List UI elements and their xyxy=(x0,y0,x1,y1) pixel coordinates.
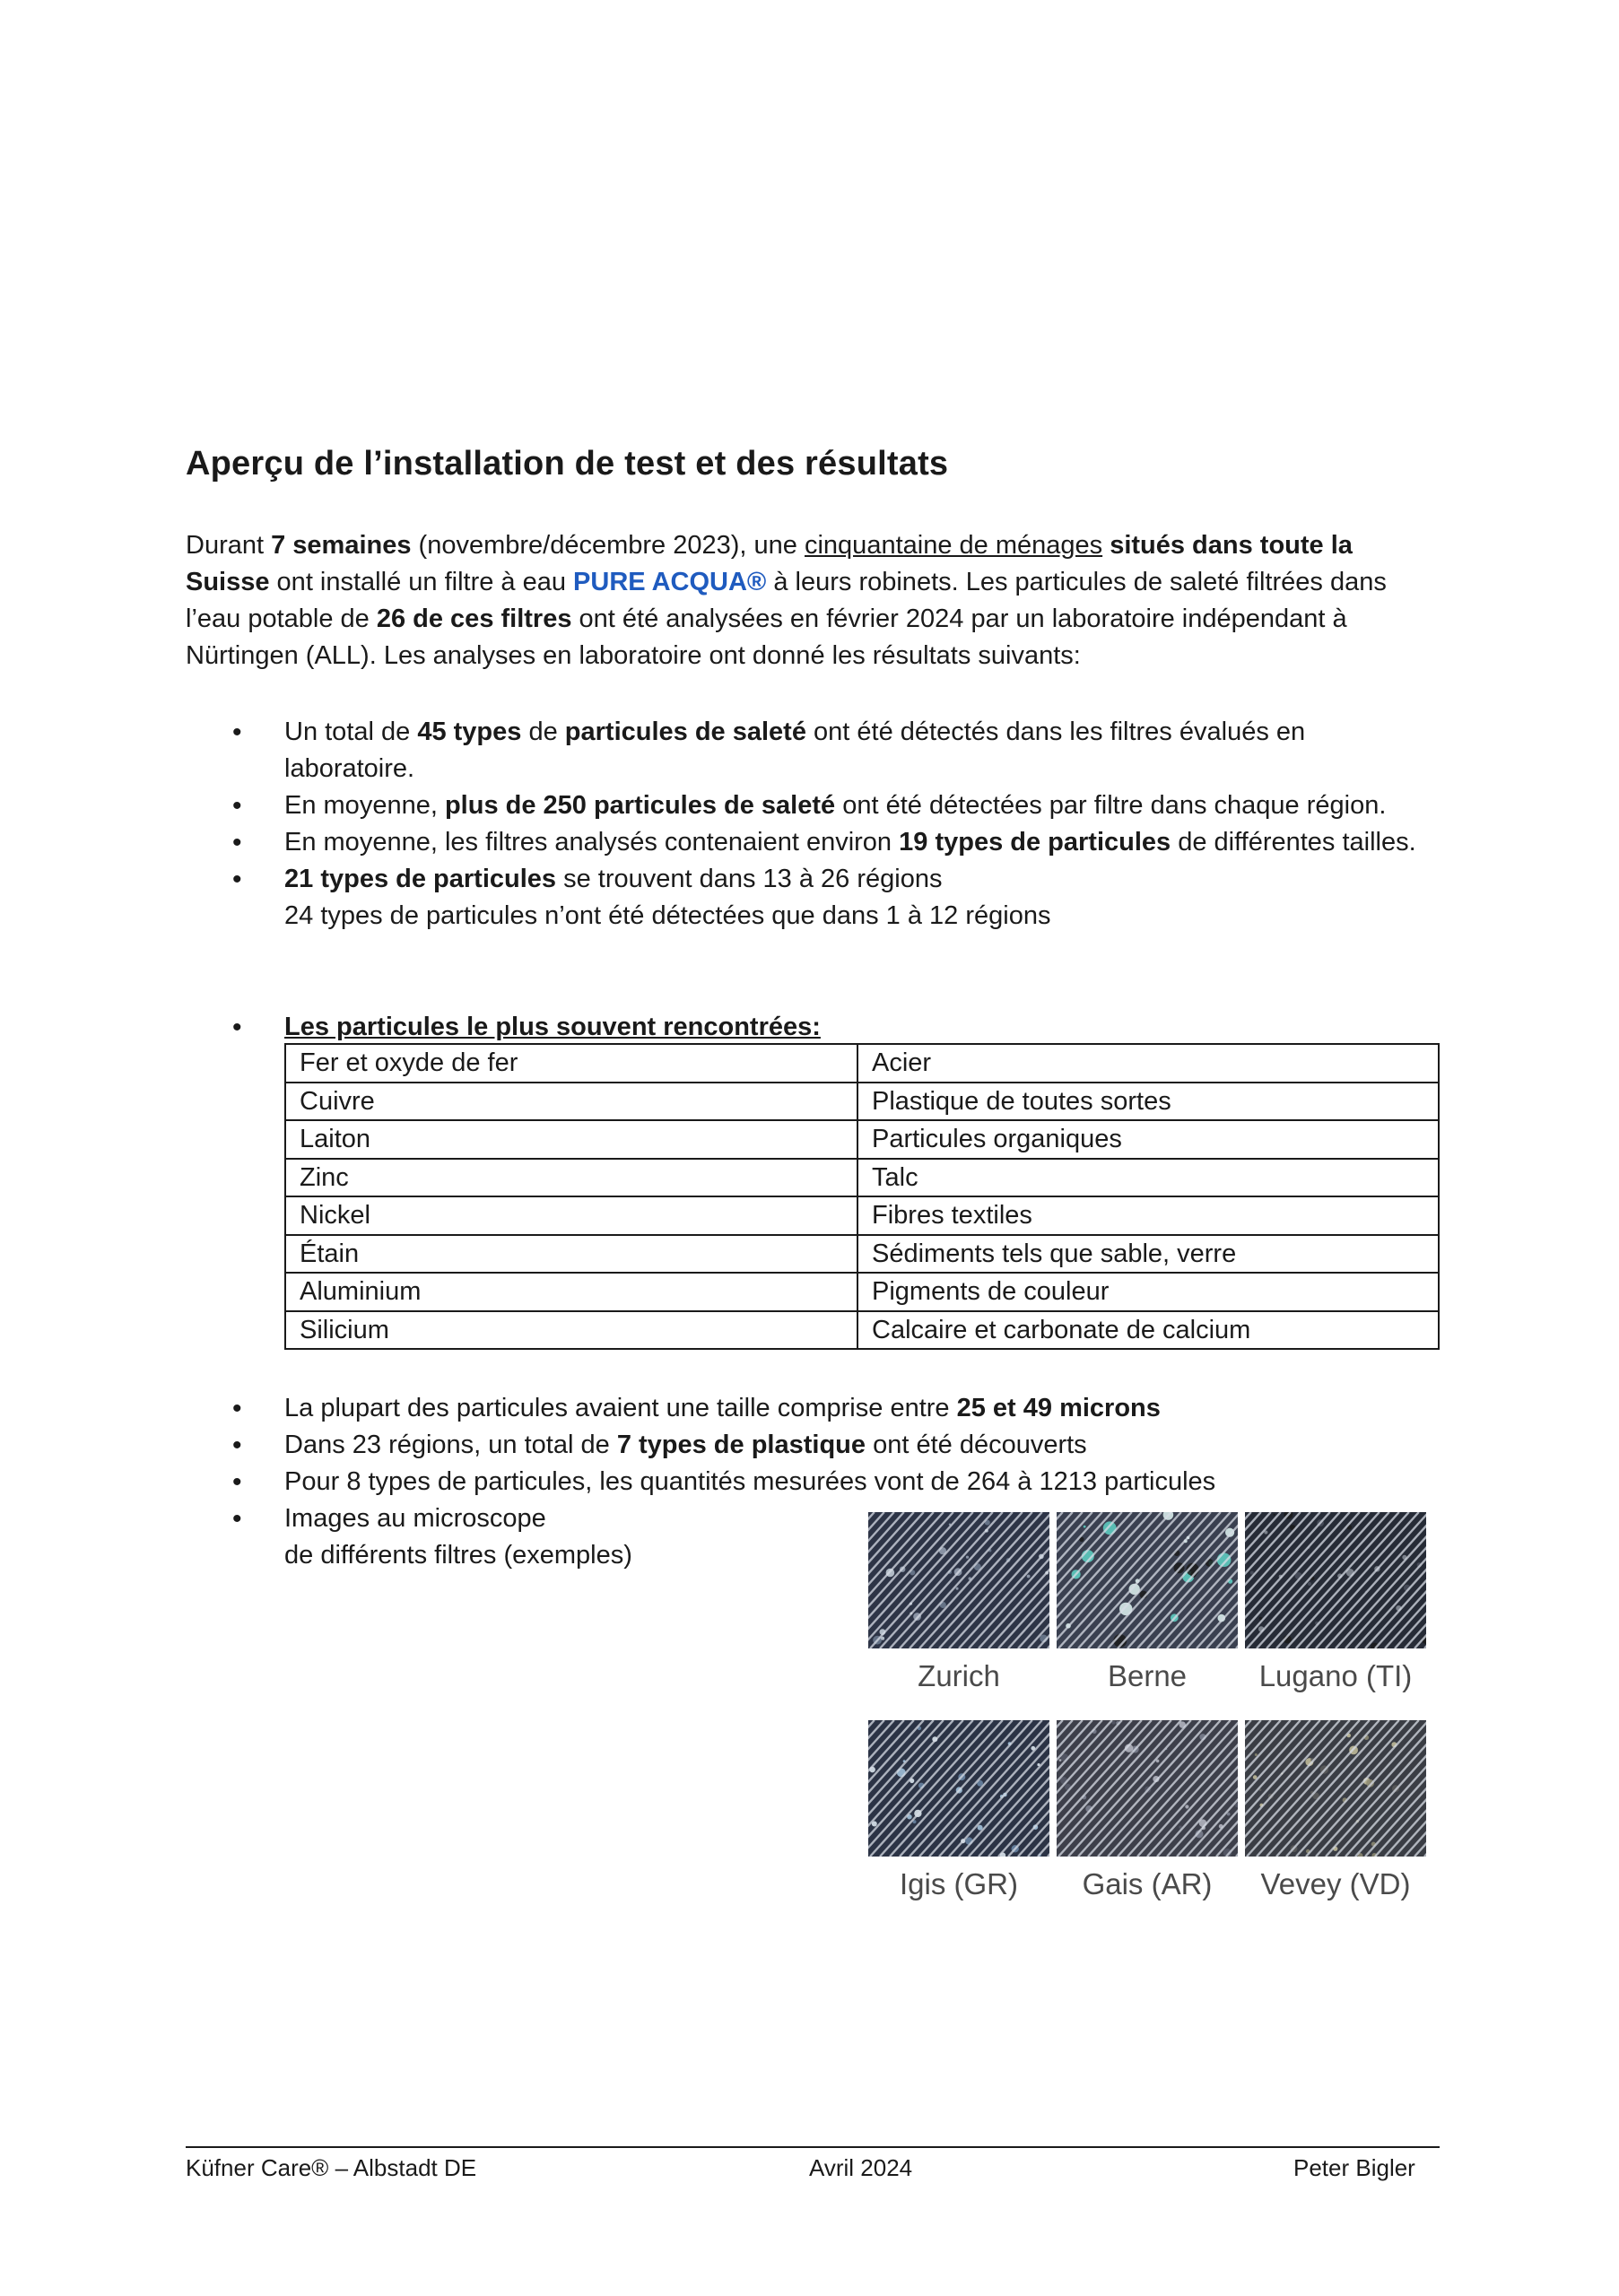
list-item xyxy=(186,1009,1441,1046)
brand-name: PURE ACQUA® xyxy=(573,568,767,596)
particles-table xyxy=(284,1043,1440,1350)
table-cell: Talc xyxy=(857,1159,1439,1197)
footer-author: Peter Bigler xyxy=(1293,2154,1415,2181)
footer-date: Avril 2024 xyxy=(809,2154,913,2181)
table-row xyxy=(285,1196,1439,1235)
table-row xyxy=(285,1159,1439,1197)
microscope-image xyxy=(1057,1720,1238,1857)
microscope-image xyxy=(868,1720,1049,1857)
table-cell: Plastique de toutes sortes xyxy=(857,1083,1439,1121)
microscope-image xyxy=(868,1512,1049,1648)
microscope-cell xyxy=(868,1720,1049,1928)
table-heading-list xyxy=(186,1009,1441,1046)
microscope-label: Berne xyxy=(1107,1659,1188,1692)
intro-text: (novembre/décembre 2023), une xyxy=(411,531,805,560)
table-cell: Cuivre xyxy=(285,1083,857,1121)
table-row xyxy=(285,1273,1439,1311)
microscope-label: Zurich xyxy=(918,1659,1000,1692)
microscope-label: Gais (AR) xyxy=(1082,1867,1213,1900)
microscope-image-drawing xyxy=(868,1720,1049,1857)
table-row xyxy=(285,1083,1439,1121)
intro-text: Durant xyxy=(186,531,272,560)
microscope-image-drawing xyxy=(1245,1720,1426,1857)
microscope-row xyxy=(868,1512,1432,1720)
list-item: • Images au microscope xyxy=(186,1500,1441,1537)
intro-bold: 7 semaines xyxy=(271,531,412,560)
table-cell: Zinc xyxy=(285,1159,857,1197)
intro-text xyxy=(1102,531,1110,560)
microscope-image xyxy=(1245,1720,1426,1857)
intro-text: ont été analysées en février 2024 par un laboratoire indépendant à Nürtingen (ALL). Les analyses en laboratoire ont donné les résultats suivants: xyxy=(186,604,1347,670)
intro-bold: situés dans toute la Suisse xyxy=(186,531,1353,596)
intro-bold: 26 de ces filtres xyxy=(376,604,572,633)
microscope-image-drawing xyxy=(1057,1720,1238,1857)
table-cell: Calcaire et carbonate de calcium xyxy=(857,1311,1439,1350)
microscope-label: Vevey (VD) xyxy=(1260,1867,1411,1900)
footer-divider xyxy=(186,2146,1440,2148)
microscope-image xyxy=(1245,1512,1426,1648)
microscope-row xyxy=(868,1720,1432,1928)
results-list xyxy=(186,714,1441,935)
microscope-cell xyxy=(1057,1512,1238,1720)
list-item: 24 types de particules n’ont été détectées que dans 1 à 12 régions xyxy=(284,901,1051,930)
list-item: de différents filtres (exemples) xyxy=(284,1541,632,1570)
table-cell: Acier xyxy=(857,1044,1439,1083)
table-row xyxy=(285,1120,1439,1159)
table-cell: Laiton xyxy=(285,1120,857,1159)
table-cell: Fer et oxyde de fer xyxy=(285,1044,857,1083)
microscope-image xyxy=(1057,1512,1238,1648)
table-cell: Silicium xyxy=(285,1311,857,1350)
list-item: • Dans 23 régions, un total de 7 types de plastique ont été découverts xyxy=(186,1427,1441,1464)
table-cell: Sédiments tels que sable, verre xyxy=(857,1235,1439,1274)
table-row xyxy=(285,1311,1439,1350)
intro-underline: cinquantaine de ménages xyxy=(804,531,1103,560)
list-item: • En moyenne, plus de 250 particules de saleté ont été détectées par filtre dans chaque région. xyxy=(186,787,1441,824)
list-item: • Pour 8 types de particules, les quantités mesurées vont de 264 à 1213 particules xyxy=(186,1464,1441,1500)
microscope-cell xyxy=(1057,1720,1238,1928)
table-heading: Les particules le plus souvent rencontrées: xyxy=(284,1013,821,1041)
table-cell: Particules organiques xyxy=(857,1120,1439,1159)
microscope-cell xyxy=(1245,1512,1426,1720)
footer-left: Küfner Care® – Albstadt DE xyxy=(186,2154,477,2181)
list-item: • Un total de 45 types de particules de saleté ont été détectés dans les filtres évalués en laboratoire. xyxy=(186,714,1441,787)
microscope-cell xyxy=(868,1512,1049,1720)
intro-text: à leurs robinets. Les particules de saleté filtrées dans l’eau potable de xyxy=(186,568,1387,633)
table-row xyxy=(285,1044,1439,1083)
list-item: • La plupart des particules avaient une taille comprise entre 25 et 49 microns xyxy=(186,1390,1441,1427)
list-item: • 21 types de particules se trouvent dans 13 à 26 régions xyxy=(186,861,1441,898)
microscope-label: Igis (GR) xyxy=(900,1867,1018,1900)
list-item: • En moyenne, les filtres analysés contenaient environ 19 types de particules de différentes tailles. xyxy=(186,824,1441,861)
intro-text: ont installé un filtre à eau xyxy=(269,568,574,596)
table-row xyxy=(285,1235,1439,1274)
microscope-images xyxy=(868,1512,1432,1928)
microscope-image-drawing xyxy=(1245,1512,1426,1648)
microscope-label: Lugano (TI) xyxy=(1258,1659,1413,1692)
table-cell: Fibres textiles xyxy=(857,1196,1439,1235)
microscope-cell xyxy=(1245,1720,1426,1928)
table-cell: Pigments de couleur xyxy=(857,1273,1439,1311)
table-cell: Aluminium xyxy=(285,1273,857,1311)
intro-paragraph xyxy=(186,527,1441,674)
table-cell: Étain xyxy=(285,1235,857,1274)
microscope-image-drawing xyxy=(868,1512,1049,1648)
table-cell: Nickel xyxy=(285,1196,857,1235)
page-title: Aperçu de l’installation de test et des résultats xyxy=(186,445,949,483)
microscope-image-drawing xyxy=(1057,1512,1238,1648)
